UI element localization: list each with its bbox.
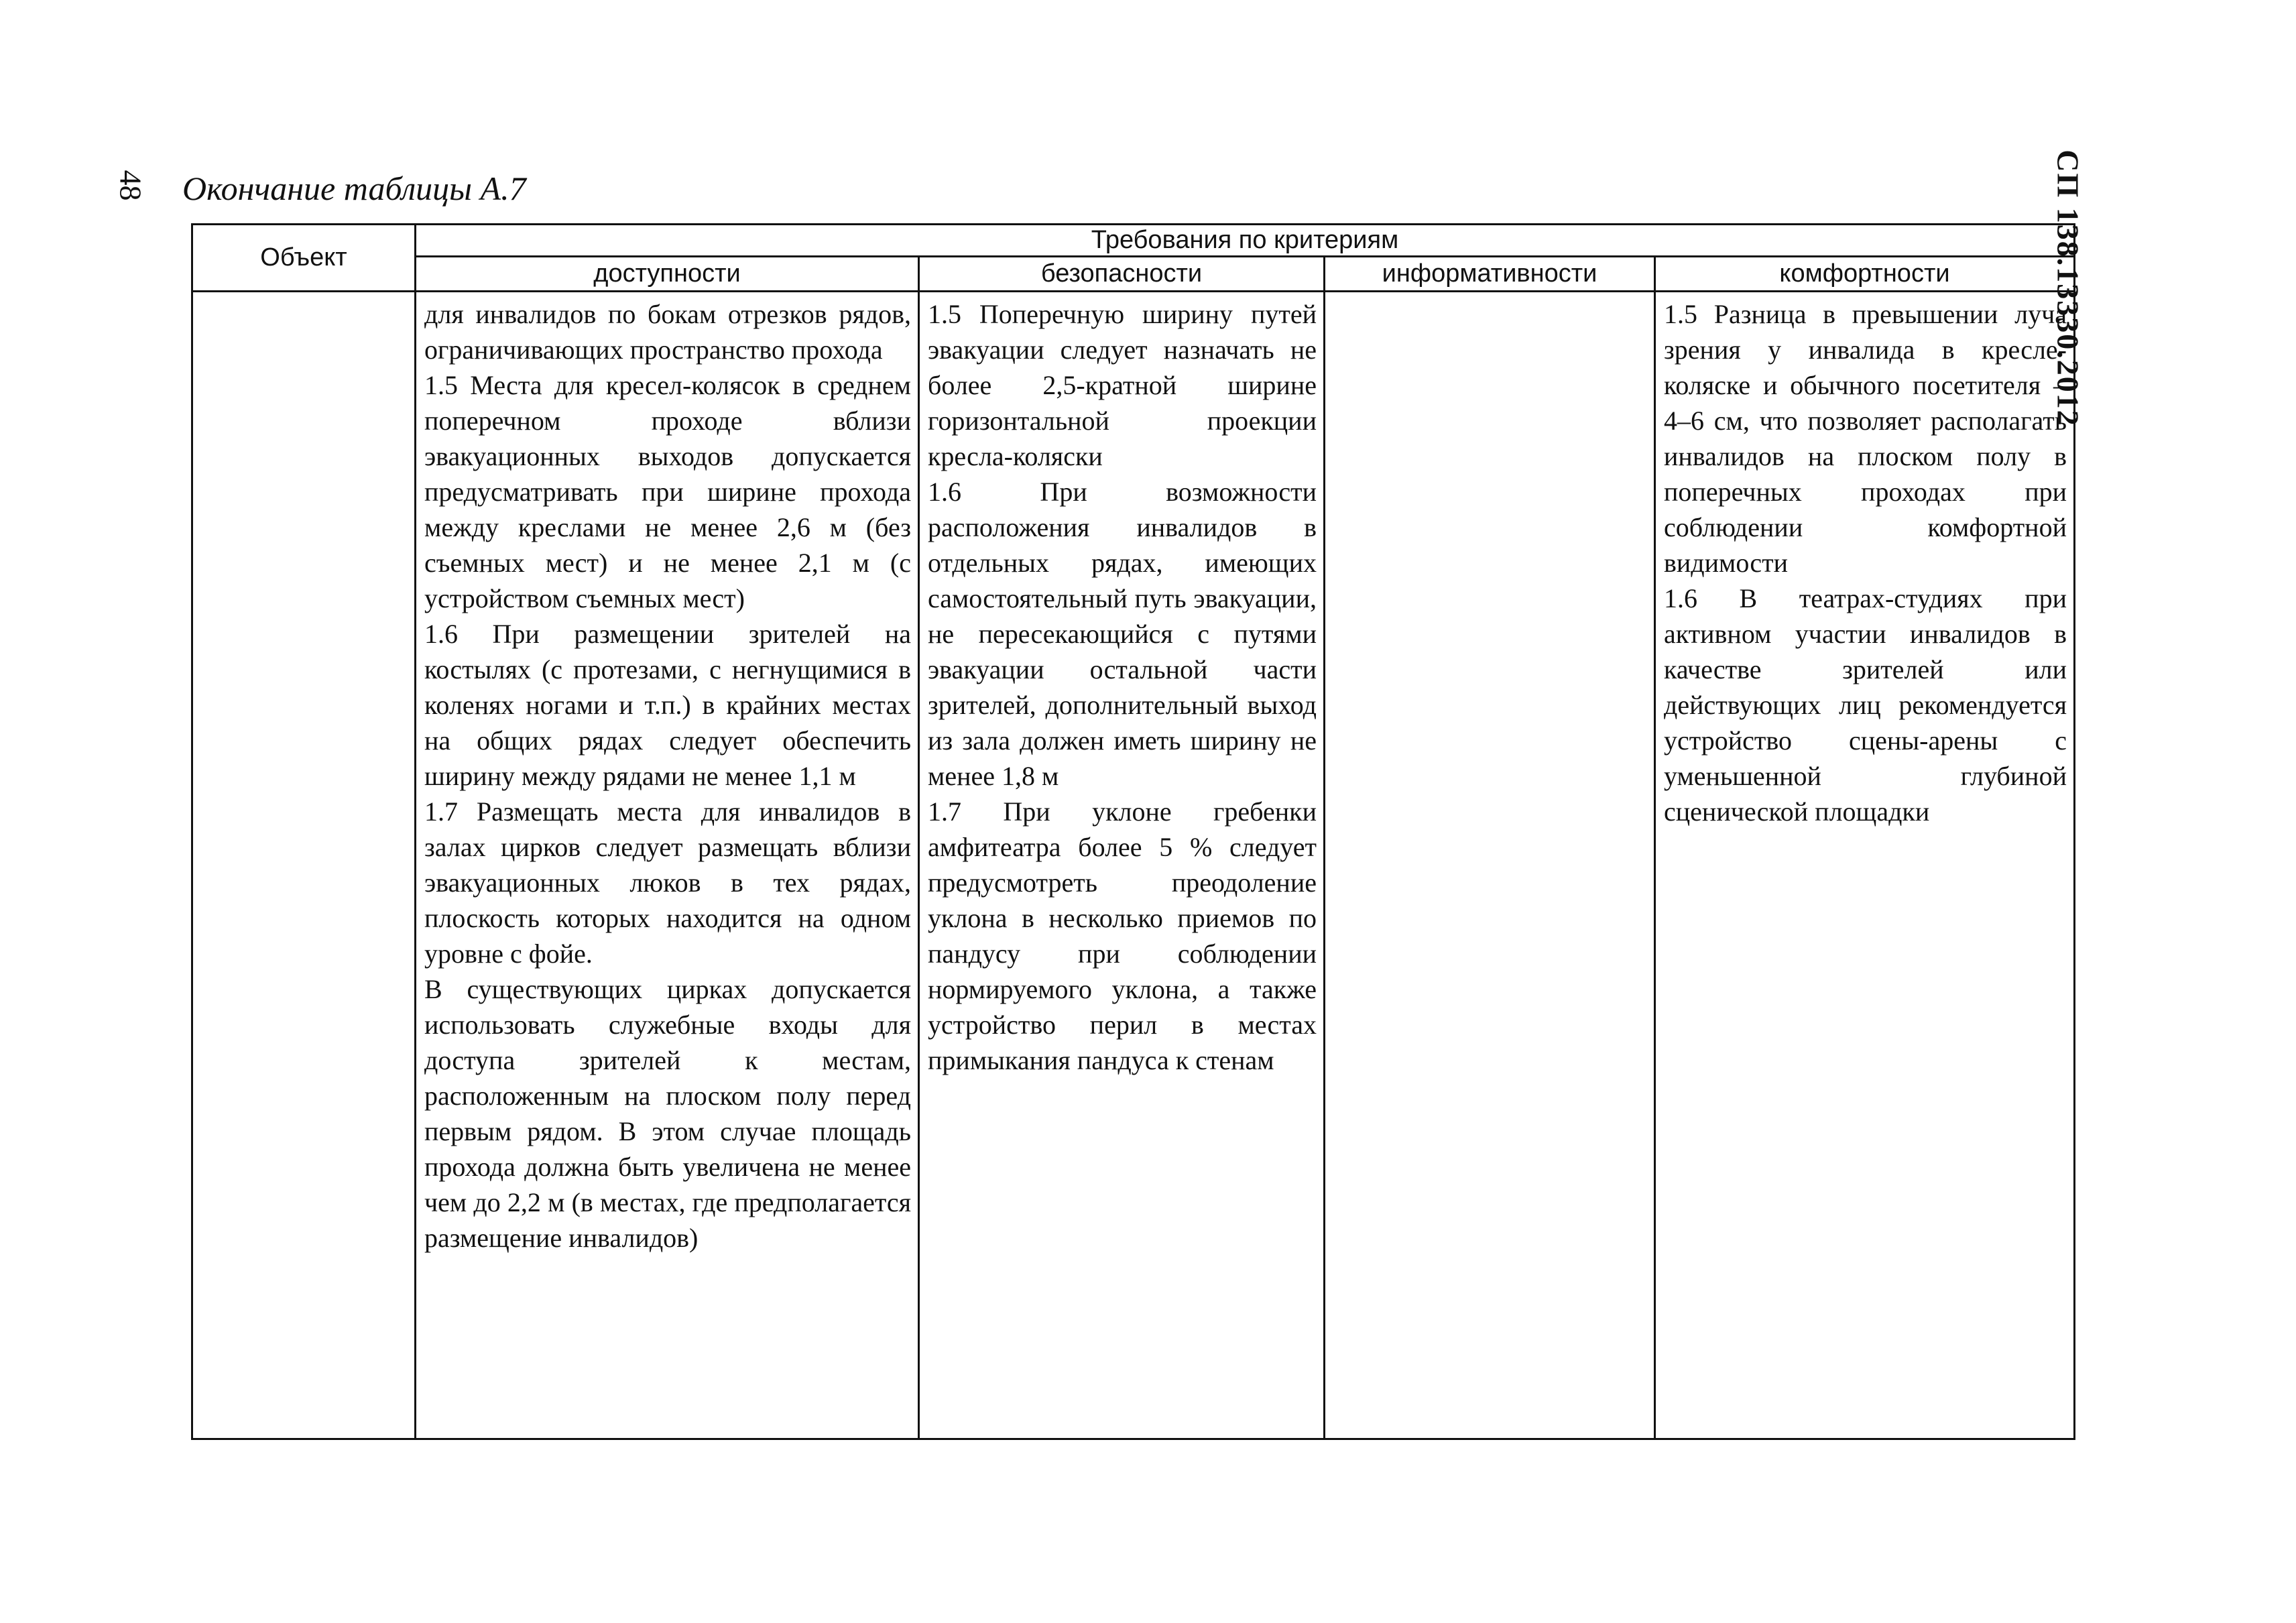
requirements-table: [191, 223, 2075, 1440]
header-requirements-group: Требования по критериям: [416, 225, 2075, 257]
cell-object: [192, 292, 416, 1439]
cell-informativeness: [1325, 292, 1655, 1439]
accessibility-paragraph: 1.7 Размещать места для инвалидов в залах цирков следует размещать вблизи эвакуационных люков в тех рядах, плоскость которых находится на одном уровне с фойе.: [424, 796, 911, 969]
accessibility-paragraph: для инвалидов по бокам отрезков рядов, ограничивающих пространство прохода: [424, 299, 911, 365]
safety-paragraph: 1.6 При возможности расположения инвалидов в отдельных рядах, имеющих самостоятельный путь эвакуации, не пересекающийся с путями эвакуации остальной части зрителей, дополнительный выход из зала должен иметь ширину не менее 1,8 м: [928, 477, 1317, 791]
table-caption: Окончание таблицы А.7: [182, 170, 526, 207]
header-informativeness: информативности: [1325, 257, 1655, 292]
accessibility-paragraph: В существующих цирках допускается использовать служебные входы для доступа зрителей к местам, расположенным на плоском полу перед первым рядом. В этом случае площадь прохода должна быть увеличена не менее чем до 2,2 м (в местах, где предполагается размещение инвалидов): [424, 974, 911, 1253]
cell-accessibility: [416, 292, 919, 1439]
cell-comfort: [1655, 292, 2075, 1439]
safety-paragraph: 1.5 Поперечную ширину путей эвакуации следует назначать не более 2,5-кратной ширине горизонтальной проекции кресла-коляски: [928, 299, 1317, 471]
cell-safety: [919, 292, 1325, 1439]
safety-paragraph: 1.7 При уклоне гребенки амфитеатра более 5 % следует предусмотреть преодоление уклона в несколько приемов по пандусу при соблюдении нормируемого уклона, а также устройство перил в местах примыкания пандуса к стенам: [928, 796, 1317, 1075]
comfort-paragraph: 1.6 В театрах-студиях при активном участии инвалидов в качестве зрителей или действующих лиц рекомендуется устройство сцены-арены с уменьшенной глубиной сценической площадки: [1664, 583, 2067, 827]
header-safety: безопасности: [919, 257, 1325, 292]
accessibility-paragraph: 1.6 При размещении зрителей на костылях (с протезами, с негнущимися в коленях ногами и т.п.) в крайних местах на общих рядах следует обеспечить ширину между рядами не менее 1,1 м: [424, 619, 911, 791]
header-comfort: комфортности: [1655, 257, 2075, 292]
document-code: СП 138.13330.2012: [2051, 149, 2086, 427]
page-number: 48: [113, 170, 148, 201]
header-accessibility: доступности: [416, 257, 919, 292]
accessibility-paragraph: 1.5 Места для кресел-колясок в среднем поперечном проходе вблизи эвакуационных выходов допускается предусматривать при ширине прохода между креслами не менее 2,6 м (без съемных мест) и не менее 2,1 м (с устройством съемных мест): [424, 370, 911, 613]
header-object: Объект: [192, 225, 416, 292]
comfort-paragraph: 1.5 Разница в превышении луча зрения у инвалида в кресле-коляске и обычного посетителя – 4–6 см, что позволяет располагать инвалидов на плоском полу в поперечных проходах при соблюдении комфортной видимости: [1664, 299, 2067, 578]
